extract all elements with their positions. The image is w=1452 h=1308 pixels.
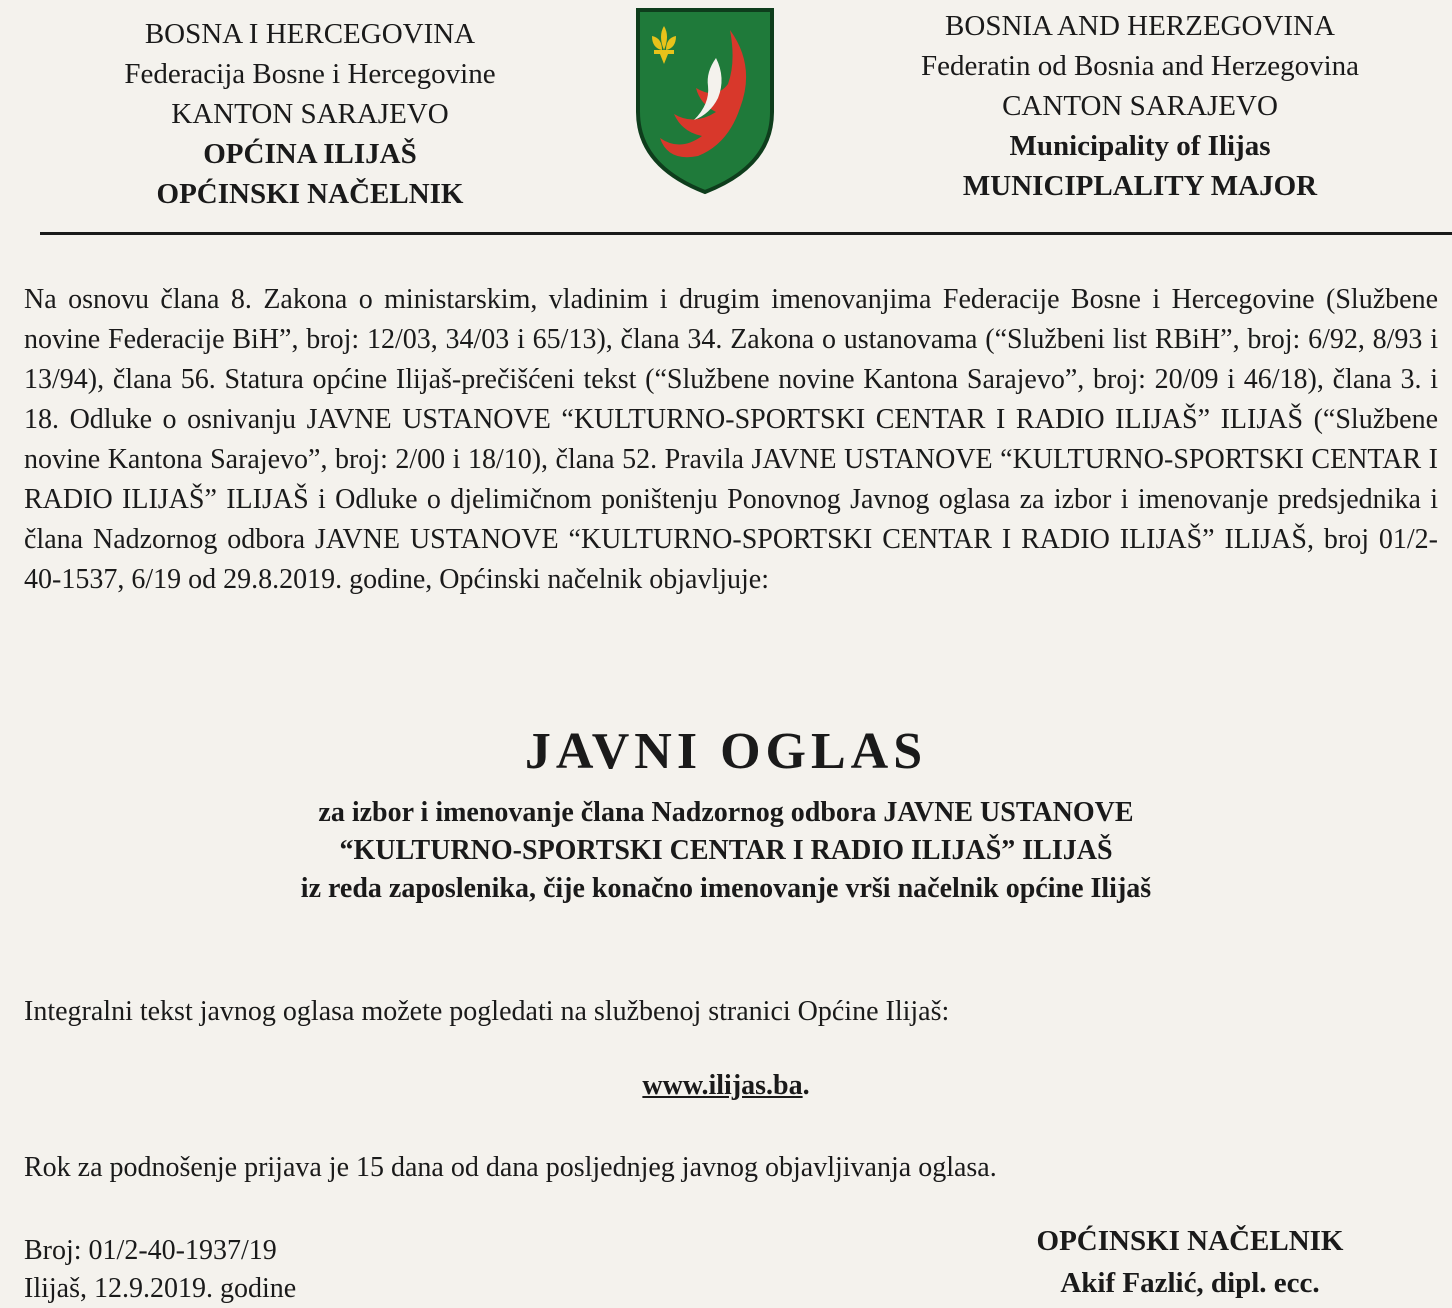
header-right-country: BOSNIA AND HERZEGOVINA: [945, 10, 1335, 42]
header-right-municipality: Municipality of Ilijas: [1009, 130, 1271, 162]
header-right-canton: CANTON SARAJEVO: [1002, 90, 1278, 122]
header-right-federation: Federatin od Bosnia and Herzegovina: [920, 50, 1360, 82]
header-left-block: [60, 14, 560, 214]
header-left-federation: Federacija Bosne i Hercegovine: [124, 58, 496, 90]
document-header: [0, 0, 1452, 240]
website-link[interactable]: www.ilijas.ba: [642, 1070, 803, 1101]
signatory-title: OPĆINSKI NAČELNIK: [1036, 1225, 1344, 1257]
announcement-subtitle-line: za izbor i imenovanje člana Nadzornog odbora JAVNE USTANOVE: [318, 797, 1134, 828]
announcement-subtitle-line: iz reda zaposlenika, čije konačno imenovanje vrši načelnik općine Ilijaš: [300, 873, 1152, 904]
announcement-subtitle: [0, 794, 1452, 908]
signature-block: [960, 1220, 1420, 1304]
application-deadline: Rok za podnošenje prijava je 15 dana od dana posljednjeg javnog objavljivanja oglasa.: [24, 1152, 997, 1183]
website-line: [0, 1070, 1452, 1102]
header-left-canton: KANTON SARAJEVO: [171, 98, 449, 130]
header-left-office: OPĆINSKI NAČELNIK: [156, 178, 464, 210]
integral-text-notice: Integralni tekst javnog oglasa možete pogledati na službenoj stranici Općine Ilijaš:: [24, 996, 950, 1027]
signatory-name: Akif Fazlić, dipl. ecc.: [1060, 1267, 1320, 1299]
document-reference: [24, 1232, 296, 1308]
website-period: .: [802, 1070, 810, 1101]
municipal-coat-of-arms-icon: [630, 4, 780, 196]
header-right-block: [870, 6, 1410, 206]
announcement-subtitle-line: “KULTURNO-SPORTSKI CENTAR I RADIO ILIJAŠ” ILIJAŠ: [339, 835, 1113, 866]
legal-basis-paragraph: Na osnovu člana 8. Zakona o ministarskim, vladinim i drugim imenovanjima Federacije Bosne i Hercegovine (Službene novine Federacije BiH”, broj: 12/03, 34/03 i 65/13), člana 34. Zakona o ustanovama (“Službeni list RBiH”, broj: 6/92, 8/93 i 13/94), člana 56. Statura općine Ilijaš-prečišćeni tekst (“Službene novine Kantona Sarajevo”, broj: 20/09 i 46/18), člana 3. i 18. Odluke o osnivanju JAVNE USTANOVE “KULTURNO-SPORTSKI CENTAR I RADIO ILIJAŠ” ILIJAŠ (“Službene novine Kantona Sarajevo”, broj: 2/00 i 18/10), člana 52. Pravila JAVNE USTANOVE “KULTURNO-SPORTSKI CENTAR I RADIO ILIJAŠ” ILIJAŠ i Odluke o djelimičnom poništenju Ponovnog Javnog oglasa za izbor i imenovanje predsjednika i člana Nadzornog odbora JAVNE USTANOVE “KULTURNO-SPORTSKI CENTAR I RADIO ILIJAŠ” ILIJAŠ, broj 01/2-40-1537, 6/19 od 29.8.2019. godine, Općinski načelnik objavljuje:: [24, 284, 1438, 595]
document-place-date: Ilijaš, 12.9.2019. godine: [24, 1273, 297, 1304]
header-right-office: MUNICIPLALITY MAJOR: [962, 170, 1318, 202]
document-number: Broj: 01/2-40-1937/19: [24, 1235, 277, 1266]
announcement-title: JAVNI OGLAS: [524, 723, 928, 780]
header-left-country: BOSNA I HERCEGOVINA: [144, 18, 476, 50]
header-left-municipality: OPĆINA ILIJAŠ: [203, 138, 417, 170]
header-divider: [40, 232, 1452, 235]
